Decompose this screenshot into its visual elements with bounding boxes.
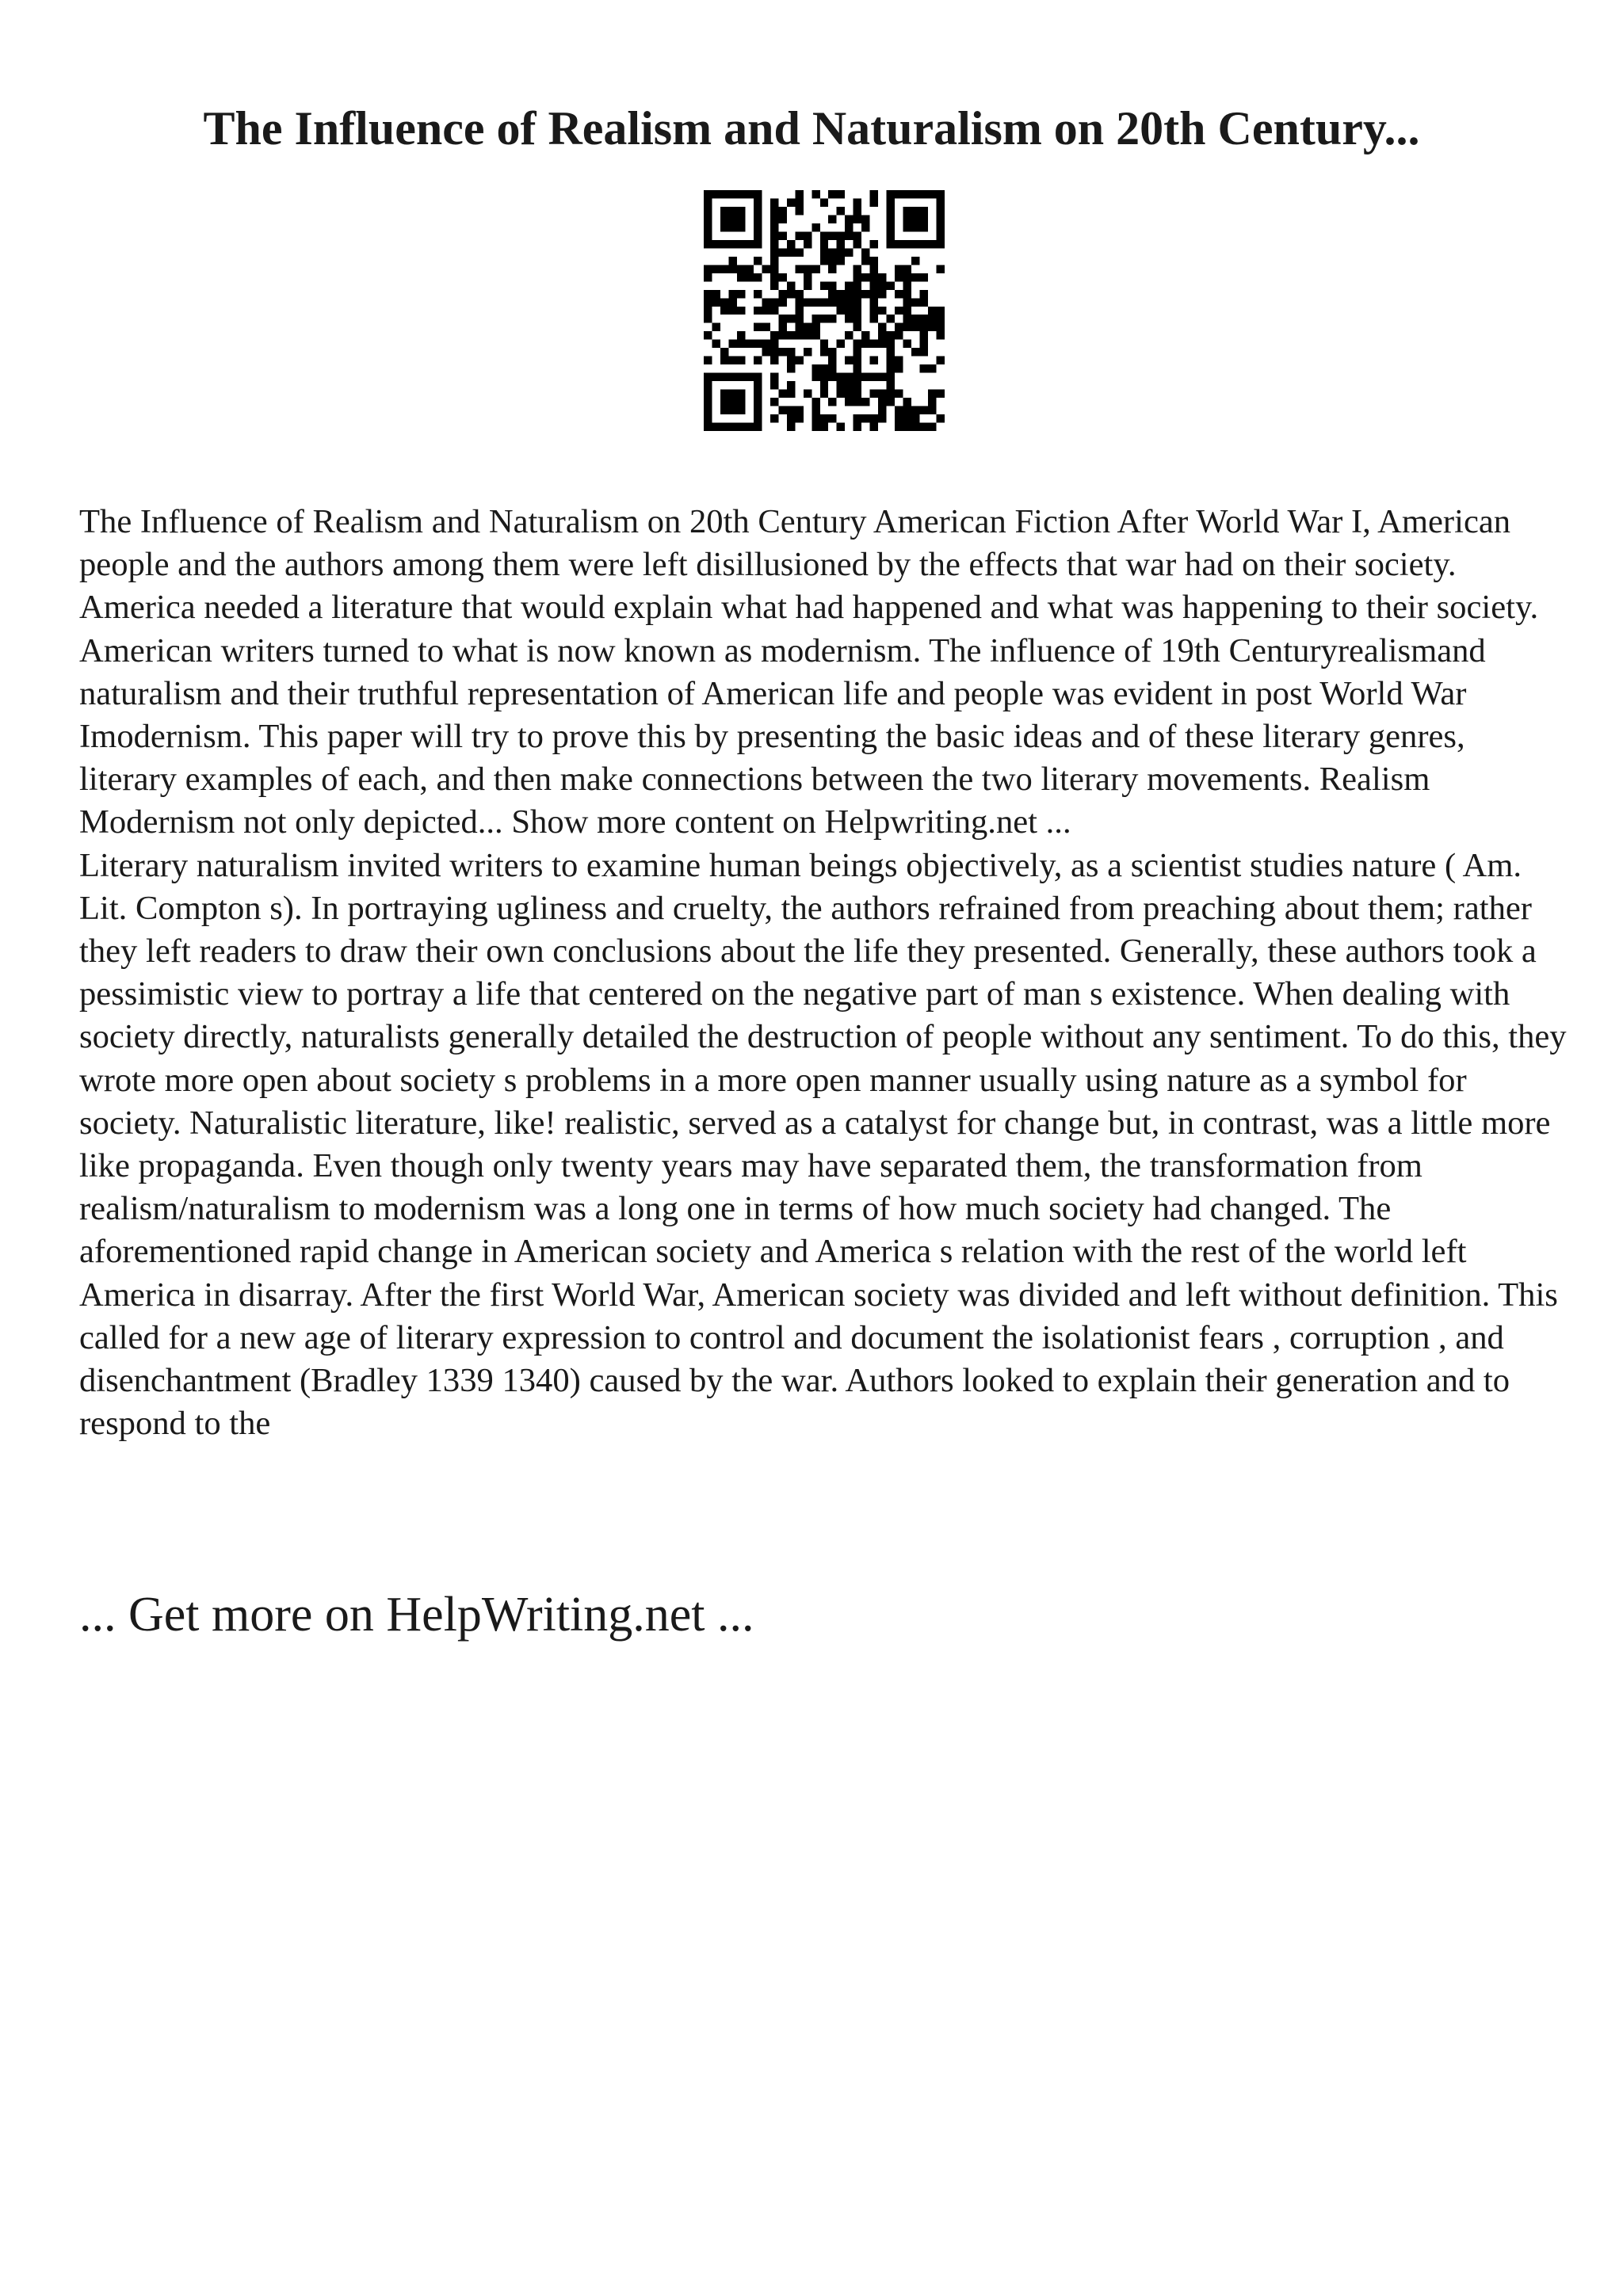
body-paragraph-2: Literary naturalism invited writers to examine human beings objectively, as a scientist studies nature ( Am. Lit. Compton s). In portraying ugliness and cruelty, the authors refrained from preaching about them; rather they left readers to draw their own conclusions about the life they presented. Generally, these authors took a pessimistic view to portray a life that centered on the negative part of man s existence. When dealing with society directly, naturalists generally detailed the destruction of people without any sentiment. To do this, they wrote more open about society s problems in a more open manner usually using nature as a symbol for society. Naturalistic literature, like! realistic, served as a catalyst for change but, in contrast, was a little more like propaganda. Even though only twenty years may have separated them, the transformation from realism/naturalism to modernism was a long one in terms of how much society had changed. The aforementioned rapid change in American society and America s relation with the rest of the world left America in disarray. After the first World War, American society was divided and left without definition. This called for a new age of literary expression to control and document the isolationist fears , corruption , and disenchantment (Bradley 1339 1340) caused by the war. Authors looked to explain their generation and to respond to the bbox=[79, 846, 1567, 1443]
qr-code-icon bbox=[704, 190, 945, 431]
document-body bbox=[79, 501, 1569, 1445]
get-more-link[interactable]: ... Get more on HelpWriting.net ... bbox=[79, 1588, 754, 1642]
document-title: The Influence of Realism and Naturalism on 20th Century... bbox=[203, 102, 1420, 154]
body-paragraph-1: The Influence of Realism and Naturalism on 20th Century American Fiction After World War I, American people and the authors among them were left disillusioned by the effects that war had on their society. America needed a literature that would explain what had happened and what was happening to their society. American writers turned to what is now known as modernism. The influence of 19th Centuryrealismand naturalism and their truthful representation of American life and people was evident in post World War Imodernism. This paper will try to prove this by presenting the basic ideas and of these literary genres, literary examples of each, and then make connections between the two literary movements. Realism Modernism not only depicted... Show more content on Helpwriting.net ... bbox=[79, 503, 1539, 841]
